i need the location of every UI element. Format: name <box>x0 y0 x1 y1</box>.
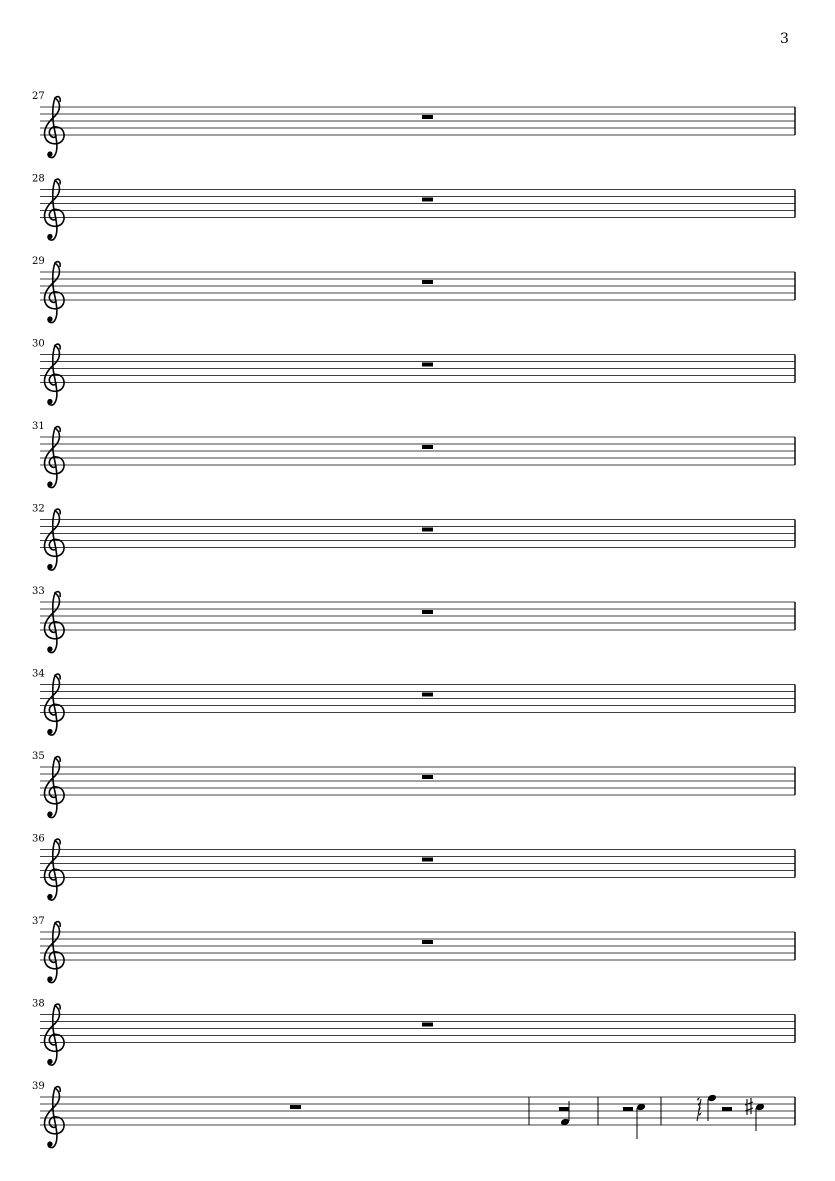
whole-rest <box>422 610 433 614</box>
treble-clef-icon <box>44 674 64 735</box>
whole-rest <box>290 1105 301 1109</box>
staff-system <box>32 174 795 241</box>
whole-rest <box>422 445 433 449</box>
whole-rest <box>422 940 433 944</box>
treble-clef-icon <box>44 97 64 158</box>
staff-system <box>32 669 795 736</box>
staff-system <box>32 751 795 818</box>
measure-number: 32 <box>32 503 45 515</box>
whole-rest <box>422 528 433 532</box>
staff-system <box>32 91 795 158</box>
treble-clef-icon <box>44 262 64 323</box>
half-rest <box>722 1107 732 1111</box>
treble-clef-icon <box>44 179 64 240</box>
measure-number: 31 <box>32 421 45 432</box>
measure-number: 35 <box>32 751 45 762</box>
sixty-fourth-rest <box>699 1112 702 1116</box>
staff-system <box>32 999 795 1066</box>
treble-clef-icon <box>44 427 64 488</box>
note-head <box>707 1094 717 1103</box>
measure-number: 39 <box>32 1081 45 1092</box>
treble-clef-icon <box>44 922 64 983</box>
measure-number: 27 <box>32 91 45 102</box>
measure-number: 38 <box>32 998 45 1010</box>
measure-number: 34 <box>32 668 45 680</box>
treble-clef-icon <box>44 509 64 570</box>
staff-system <box>32 504 795 571</box>
whole-rest <box>422 363 433 367</box>
whole-rest <box>422 280 433 284</box>
measure-number: 30 <box>32 338 45 350</box>
staff-system <box>32 421 795 488</box>
whole-rest <box>422 775 433 779</box>
whole-rest <box>422 198 433 202</box>
staff-system <box>32 256 795 323</box>
treble-clef-icon <box>44 1087 64 1148</box>
sharp-icon <box>745 1098 753 1115</box>
whole-rest <box>422 115 433 119</box>
half-rest <box>559 1107 569 1111</box>
page-number: 3 <box>780 31 789 47</box>
measure-number: 36 <box>32 833 45 845</box>
treble-clef-icon <box>44 1004 64 1065</box>
staff-system <box>32 834 795 901</box>
measure-number: 37 <box>32 916 45 927</box>
staff-system <box>32 1081 795 1148</box>
treble-clef-icon <box>44 839 64 900</box>
whole-rest <box>422 693 433 697</box>
measure-number: 28 <box>32 173 45 185</box>
treble-clef-icon <box>44 592 64 653</box>
measure-number: 33 <box>32 586 45 597</box>
whole-rest <box>422 858 433 862</box>
measure-number: 29 <box>32 256 45 267</box>
treble-clef-icon <box>44 344 64 405</box>
treble-clef-icon <box>44 757 64 818</box>
sixty-fourth-rest <box>697 1097 700 1101</box>
whole-rest <box>422 1023 433 1027</box>
staff-system <box>32 916 795 983</box>
staff-system <box>32 586 795 653</box>
half-rest <box>623 1107 633 1111</box>
staff-system <box>32 339 795 406</box>
